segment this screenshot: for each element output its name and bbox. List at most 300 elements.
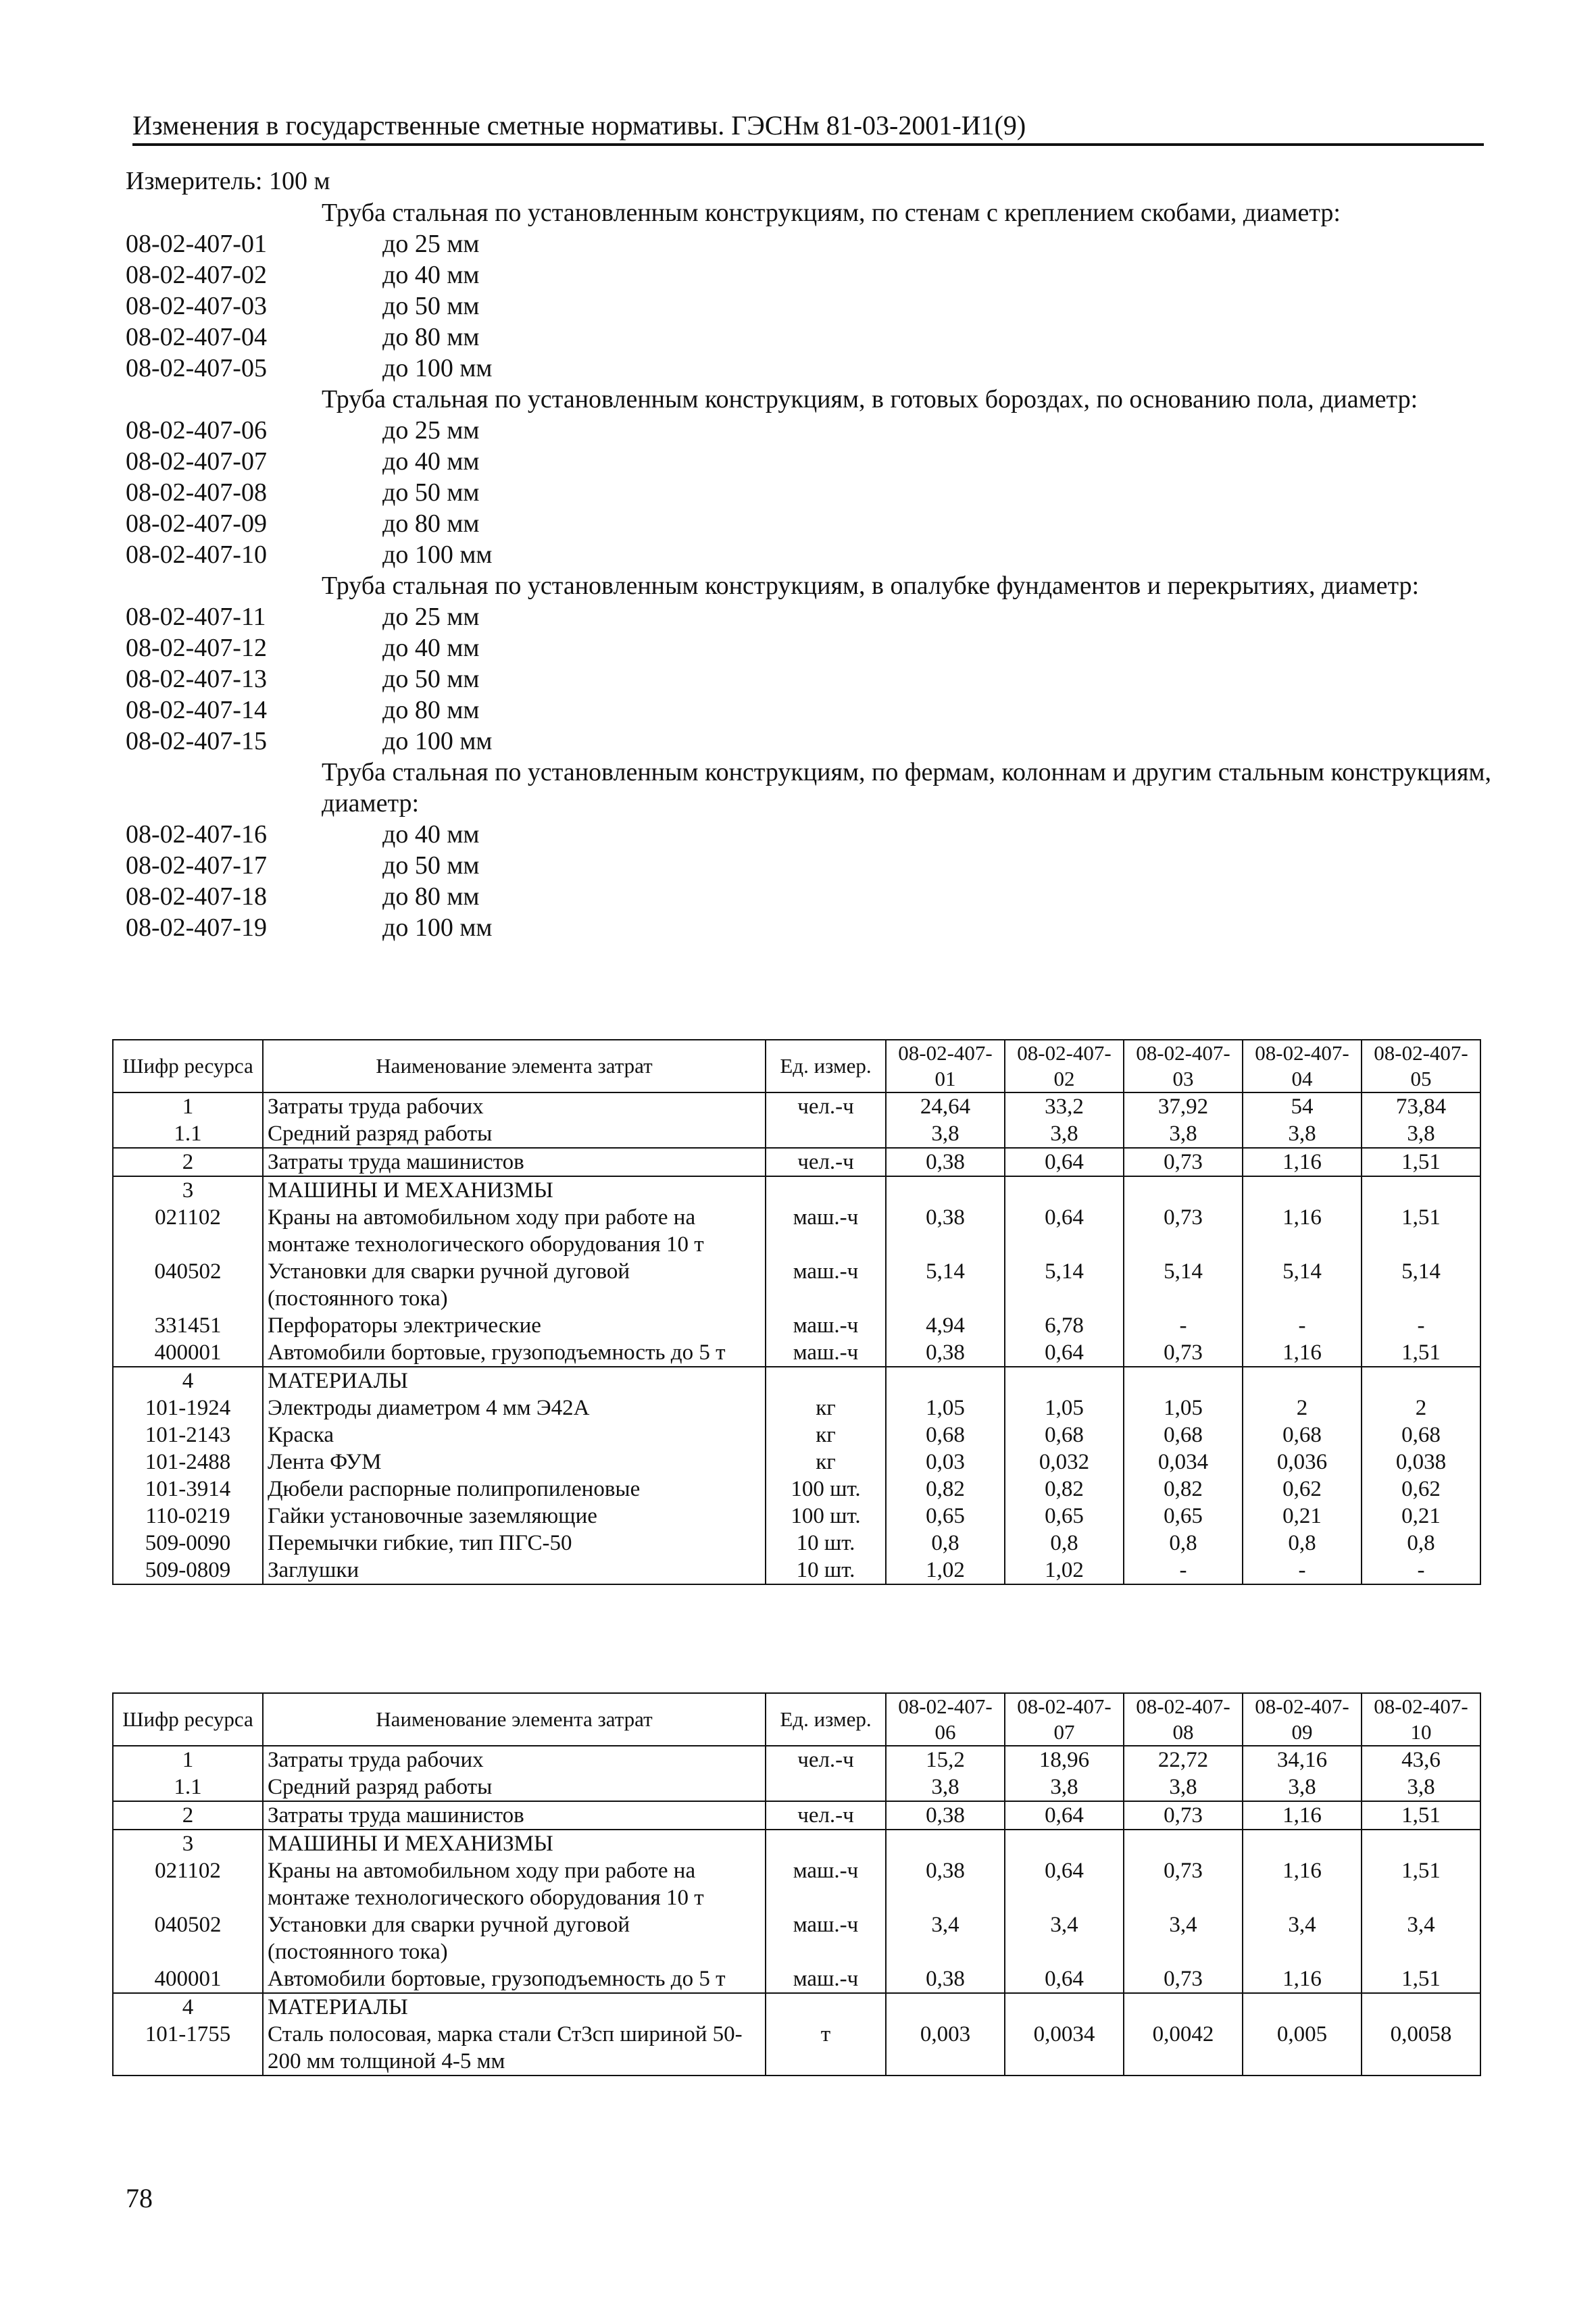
cell-value	[886, 1367, 1005, 1394]
cell-name: Затраты труда рабочих	[263, 1092, 766, 1120]
cell-name: Автомобили бортовые, грузоподъемность до 5 т	[263, 1339, 766, 1367]
table-row	[113, 1092, 1480, 1120]
measure-line	[126, 166, 1477, 196]
cell-code: 040502	[113, 1258, 263, 1312]
cell-unit	[766, 1120, 886, 1148]
cell-code: 040502	[113, 1911, 263, 1965]
norm-code-item	[126, 539, 1477, 570]
cell-value: 22,72	[1124, 1746, 1243, 1774]
cell-value: 1,51	[1362, 1857, 1480, 1911]
page-number: 78	[126, 2183, 153, 2213]
measure-value: 100 м	[269, 167, 330, 195]
table-row	[113, 1120, 1480, 1148]
table-row	[113, 1774, 1480, 1801]
cell-value	[1005, 1176, 1124, 1204]
cell-unit	[766, 1367, 886, 1394]
cell-value: 24,64	[886, 1092, 1005, 1120]
cell-value: 0,38	[886, 1857, 1005, 1911]
cell-unit	[766, 1176, 886, 1204]
cell-value: 0,68	[1243, 1422, 1362, 1449]
norm-code-item	[126, 477, 1477, 508]
cell-value: 0,64	[1005, 1148, 1124, 1176]
cell-value: 1,51	[1362, 1965, 1480, 1993]
cell-code: 110-0219	[113, 1503, 263, 1530]
cell-value: 0,68	[1005, 1422, 1124, 1449]
measure-label: Измеритель:	[126, 167, 263, 195]
cell-value: 33,2	[1005, 1092, 1124, 1120]
document-header: Изменения в государственные сметные нормативы. ГЭСНм 81-03-2001-И1(9)	[132, 109, 1484, 146]
table-row	[113, 1830, 1480, 1857]
cell-code: 3	[113, 1176, 263, 1204]
cell-value: 1,51	[1362, 1801, 1480, 1830]
cell-name: МАТЕРИАЛЫ	[263, 1367, 766, 1394]
cell-value: 3,8	[1124, 1774, 1243, 1801]
norm-diameter: до 100 мм	[382, 727, 493, 755]
cell-name: Перфораторы электрические	[263, 1312, 766, 1339]
cell-value: 0,73	[1124, 1965, 1243, 1993]
cell-value: -	[1362, 1312, 1480, 1339]
cell-code: 021102	[113, 1857, 263, 1911]
norm-diameter: до 40 мм	[382, 820, 480, 849]
cell-code: 4	[113, 1993, 263, 2021]
cell-value: 0,65	[1124, 1503, 1243, 1530]
norm-code: 08-02-407-19	[126, 913, 267, 942]
cell-unit: маш.-ч	[766, 1965, 886, 1993]
cell-value	[1243, 1367, 1362, 1394]
table-row	[113, 1530, 1480, 1557]
cell-name: Средний разряд работы	[263, 1774, 766, 1801]
cell-value: 3,4	[1005, 1911, 1124, 1965]
cell-name: Лента ФУМ	[263, 1449, 766, 1476]
cell-value: 0,036	[1243, 1449, 1362, 1476]
norm-code-item	[126, 446, 1477, 477]
cell-unit: 100 шт.	[766, 1503, 886, 1530]
cell-name: Дюбели распорные полипропиленовые	[263, 1476, 766, 1503]
group-title: Труба стальная по установленным конструкциям, в опалубке фундаментов и перекрытиях, диаметр:	[322, 572, 1420, 600]
cell-value: 1,05	[886, 1394, 1005, 1422]
header-norm-column: 08-02-407-07	[1005, 1693, 1124, 1746]
table-row	[113, 1503, 1480, 1530]
cell-value: -	[1124, 1312, 1243, 1339]
cell-value: 0,0034	[1005, 2021, 1124, 2076]
table-row	[113, 1911, 1480, 1965]
cell-value: 3,4	[1124, 1911, 1243, 1965]
cell-name: Краны на автомобильном ходу при работе на монтаже технологического оборудования 10 т	[263, 1857, 766, 1911]
cell-value	[886, 1830, 1005, 1857]
cell-value: -	[1362, 1557, 1480, 1584]
norm-code: 08-02-407-17	[126, 851, 267, 880]
header-norm-column: 08-02-407-09	[1243, 1693, 1362, 1746]
norm-code: 08-02-407-14	[126, 696, 267, 724]
norm-diameter: до 50 мм	[382, 665, 480, 693]
cell-unit	[766, 1993, 886, 2021]
cell-value: 0,68	[1362, 1422, 1480, 1449]
cell-value	[1005, 1830, 1124, 1857]
cell-value: 2	[1243, 1394, 1362, 1422]
norm-code-item	[126, 415, 1477, 446]
cell-value	[1362, 1367, 1480, 1394]
cell-value: 18,96	[1005, 1746, 1124, 1774]
cell-name: Автомобили бортовые, грузоподъемность до 5 т	[263, 1965, 766, 1993]
header-unit: Ед. измер.	[766, 1693, 886, 1746]
header-norm-column: 08-02-407-08	[1124, 1693, 1243, 1746]
cell-value: 0,8	[1005, 1530, 1124, 1557]
norm-code: 08-02-407-11	[126, 603, 266, 631]
table-row	[113, 1476, 1480, 1503]
norm-code-item	[126, 508, 1477, 539]
header-code: Шифр ресурса	[113, 1693, 263, 1746]
cell-value: 1,51	[1362, 1204, 1480, 1258]
cell-unit: чел.-ч	[766, 1092, 886, 1120]
cell-name: Сталь полосовая, марка стали Ст3сп шириной 50-200 мм толщиной 4-5 мм	[263, 2021, 766, 2076]
cell-name: МАШИНЫ И МЕХАНИЗМЫ	[263, 1176, 766, 1204]
cell-unit: маш.-ч	[766, 1857, 886, 1911]
cell-unit: чел.-ч	[766, 1148, 886, 1176]
cell-name: Затраты труда рабочих	[263, 1746, 766, 1774]
cell-unit: кг	[766, 1422, 886, 1449]
cell-code: 3	[113, 1830, 263, 1857]
cell-unit: маш.-ч	[766, 1339, 886, 1367]
cell-value: 0,8	[886, 1530, 1005, 1557]
cell-value: 73,84	[1362, 1092, 1480, 1120]
norm-code-item	[126, 881, 1477, 912]
cell-name: МАТЕРИАЛЫ	[263, 1993, 766, 2021]
norm-code-item	[126, 228, 1477, 259]
cell-value: 3,8	[1362, 1120, 1480, 1148]
norm-code: 08-02-407-04	[126, 323, 267, 351]
cell-code: 1.1	[113, 1774, 263, 1801]
cell-value: 1,16	[1243, 1148, 1362, 1176]
cell-value: 0,64	[1005, 1801, 1124, 1830]
norm-diameter: до 25 мм	[382, 603, 480, 631]
cell-value: 3,4	[1362, 1911, 1480, 1965]
cell-value: 0,038	[1362, 1449, 1480, 1476]
cell-code: 4	[113, 1367, 263, 1394]
cell-unit: 100 шт.	[766, 1476, 886, 1503]
norm-code-item	[126, 912, 1477, 943]
norm-code-item	[126, 291, 1477, 322]
cell-value: -	[1124, 1557, 1243, 1584]
cell-name: Перемычки гибкие, тип ПГС-50	[263, 1530, 766, 1557]
cell-value: 3,8	[1005, 1774, 1124, 1801]
cell-code: 1.1	[113, 1120, 263, 1148]
header-unit: Ед. измер.	[766, 1040, 886, 1092]
cell-value	[1243, 1176, 1362, 1204]
cell-unit: маш.-ч	[766, 1258, 886, 1312]
cell-unit: 10 шт.	[766, 1557, 886, 1584]
cell-value	[1362, 1993, 1480, 2021]
cell-code: 101-3914	[113, 1476, 263, 1503]
cell-value: 0,38	[886, 1204, 1005, 1258]
cell-unit: чел.-ч	[766, 1746, 886, 1774]
norm-diameter: до 80 мм	[382, 323, 480, 351]
table-row	[113, 1367, 1480, 1394]
cell-value: 0,0058	[1362, 2021, 1480, 2076]
cell-value: 0,38	[886, 1148, 1005, 1176]
norm-code: 08-02-407-18	[126, 882, 267, 911]
cell-unit: маш.-ч	[766, 1911, 886, 1965]
table-row	[113, 1857, 1480, 1911]
cell-unit	[766, 1830, 886, 1857]
table-row	[113, 1746, 1480, 1774]
cell-value: 0,68	[886, 1422, 1005, 1449]
norm-code-item	[126, 819, 1477, 850]
table-row	[113, 1993, 1480, 2021]
cell-value: 0,82	[1124, 1476, 1243, 1503]
cell-value	[886, 1176, 1005, 1204]
norm-diameter: до 50 мм	[382, 292, 480, 320]
cell-value: 0,82	[1005, 1476, 1124, 1503]
norm-diameter: до 40 мм	[382, 447, 480, 476]
cell-value	[1005, 1367, 1124, 1394]
norm-diameter: до 25 мм	[382, 416, 480, 445]
table-row	[113, 1394, 1480, 1422]
cell-value: 0,73	[1124, 1801, 1243, 1830]
cell-value: 3,8	[1243, 1774, 1362, 1801]
cell-name: Краны на автомобильном ходу при работе на монтаже технологического оборудования 10 т	[263, 1204, 766, 1258]
cell-code: 2	[113, 1801, 263, 1830]
cell-value: 15,2	[886, 1746, 1005, 1774]
cell-name: Краска	[263, 1422, 766, 1449]
norm-code: 08-02-407-03	[126, 292, 267, 320]
norm-code-item	[126, 695, 1477, 726]
cell-value: 1,16	[1243, 1801, 1362, 1830]
cell-name: Затраты труда машинистов	[263, 1148, 766, 1176]
cell-code: 2	[113, 1148, 263, 1176]
cell-value: 1,02	[886, 1557, 1005, 1584]
cell-code: 331451	[113, 1312, 263, 1339]
cell-value: 0,03	[886, 1449, 1005, 1476]
cell-unit: кг	[766, 1449, 886, 1476]
cell-name: Заглушки	[263, 1557, 766, 1584]
cell-value	[1243, 1993, 1362, 2021]
cell-value: 0,62	[1243, 1476, 1362, 1503]
norm-diameter: до 40 мм	[382, 634, 480, 662]
cell-value: 0,8	[1243, 1530, 1362, 1557]
cell-value	[1124, 1993, 1243, 2021]
cell-value: 0,38	[886, 1965, 1005, 1993]
cell-value: 3,8	[1124, 1120, 1243, 1148]
header-norm-column: 08-02-407-05	[1362, 1040, 1480, 1092]
cell-value: 0,8	[1362, 1530, 1480, 1557]
cell-value: 1,16	[1243, 1965, 1362, 1993]
table-row	[113, 1148, 1480, 1176]
norm-diameter: до 50 мм	[382, 851, 480, 880]
cell-unit: чел.-ч	[766, 1801, 886, 1830]
header-norm-column: 08-02-407-02	[1005, 1040, 1124, 1092]
norm-code: 08-02-407-15	[126, 727, 267, 755]
cell-value	[1362, 1176, 1480, 1204]
cell-code: 101-2488	[113, 1449, 263, 1476]
norm-code: 08-02-407-08	[126, 478, 267, 507]
header-name: Наименование элемента затрат	[263, 1693, 766, 1746]
cell-value: 3,4	[1243, 1911, 1362, 1965]
cell-code: 400001	[113, 1965, 263, 1993]
cell-value: 5,14	[1243, 1258, 1362, 1312]
cell-value: 1,02	[1005, 1557, 1124, 1584]
norm-code: 08-02-407-02	[126, 261, 267, 289]
norm-code: 08-02-407-01	[126, 230, 267, 258]
cell-value	[1362, 1830, 1480, 1857]
cell-value: 2	[1362, 1394, 1480, 1422]
cell-value: -	[1243, 1557, 1362, 1584]
norm-diameter: до 80 мм	[382, 509, 480, 538]
norm-code: 08-02-407-06	[126, 416, 267, 445]
cell-value: 0,005	[1243, 2021, 1362, 2076]
cell-value	[1005, 1993, 1124, 2021]
table-row	[113, 1965, 1480, 1993]
cell-value: 1,05	[1124, 1394, 1243, 1422]
norm-diameter: до 100 мм	[382, 354, 493, 382]
cell-value: 34,16	[1243, 1746, 1362, 1774]
cell-value: 0,64	[1005, 1204, 1124, 1258]
table-row	[113, 1258, 1480, 1312]
cell-name: МАШИНЫ И МЕХАНИЗМЫ	[263, 1830, 766, 1857]
norm-diameter: до 25 мм	[382, 230, 480, 258]
cell-value: 0,8	[1124, 1530, 1243, 1557]
cell-value	[1124, 1830, 1243, 1857]
cell-value: 43,6	[1362, 1746, 1480, 1774]
cell-value: 0,38	[886, 1339, 1005, 1367]
group-title: Труба стальная по установленным конструкциям, в готовых бороздах, по основанию пола, диаметр:	[322, 385, 1418, 413]
cell-value: 3,8	[1005, 1120, 1124, 1148]
norm-code: 08-02-407-07	[126, 447, 267, 476]
cell-unit: т	[766, 2021, 886, 2076]
norm-code-item	[126, 726, 1477, 757]
norm-code: 08-02-407-09	[126, 509, 267, 538]
cell-value: 0,62	[1362, 1476, 1480, 1503]
cell-name: Гайки установочные заземляющие	[263, 1503, 766, 1530]
table-row	[113, 1557, 1480, 1584]
cell-unit: 10 шт.	[766, 1530, 886, 1557]
cell-value: 0,82	[886, 1476, 1005, 1503]
cell-value: 0,38	[886, 1801, 1005, 1830]
norm-codes-list	[126, 197, 1492, 943]
norm-diameter: до 80 мм	[382, 882, 480, 911]
norm-code-item	[126, 632, 1477, 663]
norm-diameter: до 40 мм	[382, 261, 480, 289]
cell-value: 0,003	[886, 2021, 1005, 2076]
table-row	[113, 1204, 1480, 1258]
cell-value: 0,65	[1005, 1503, 1124, 1530]
cell-name: Установки для сварки ручной дуговой (постоянного тока)	[263, 1258, 766, 1312]
cell-value: 0,73	[1124, 1857, 1243, 1911]
cell-code: 1	[113, 1092, 263, 1120]
cell-code: 1	[113, 1746, 263, 1774]
cell-value: 0,21	[1362, 1503, 1480, 1530]
header-code: Шифр ресурса	[113, 1040, 263, 1092]
resource-table-1	[112, 1039, 1481, 1585]
cell-value: 1,16	[1243, 1339, 1362, 1367]
norm-diameter: до 100 мм	[382, 913, 493, 942]
cell-code: 400001	[113, 1339, 263, 1367]
cell-code: 101-1924	[113, 1394, 263, 1422]
norm-code: 08-02-407-16	[126, 820, 267, 849]
group-title: Труба стальная по установленным конструкциям, по стенам с креплением скобами, диаметр:	[322, 199, 1341, 227]
norm-diameter: до 100 мм	[382, 540, 493, 569]
cell-name: Электроды диаметром 4 мм Э42А	[263, 1394, 766, 1422]
cell-unit	[766, 1774, 886, 1801]
cell-name: Средний разряд работы	[263, 1120, 766, 1148]
cell-value: 0,034	[1124, 1449, 1243, 1476]
cell-value	[1124, 1176, 1243, 1204]
cell-value: 0,21	[1243, 1503, 1362, 1530]
table-row	[113, 2021, 1480, 2076]
cell-code: 509-0090	[113, 1530, 263, 1557]
norm-code-item	[126, 850, 1477, 881]
cell-value: 3,8	[886, 1120, 1005, 1148]
cell-code: 101-1755	[113, 2021, 263, 2076]
norm-code-item	[126, 663, 1477, 695]
cell-value: 3,8	[886, 1774, 1005, 1801]
cell-code: 101-2143	[113, 1422, 263, 1449]
cell-value: 0,65	[886, 1503, 1005, 1530]
cell-value	[1243, 1830, 1362, 1857]
cell-name: Установки для сварки ручной дуговой (постоянного тока)	[263, 1911, 766, 1965]
norm-code: 08-02-407-13	[126, 665, 267, 693]
table-row	[113, 1801, 1480, 1830]
cell-value: 5,14	[1005, 1258, 1124, 1312]
cell-code: 021102	[113, 1204, 263, 1258]
cell-value: 0,73	[1124, 1339, 1243, 1367]
cell-value: 0,64	[1005, 1965, 1124, 1993]
cell-value: 1,05	[1005, 1394, 1124, 1422]
cell-code: 509-0809	[113, 1557, 263, 1584]
cell-value: 0,64	[1005, 1339, 1124, 1367]
header-norm-column: 08-02-407-04	[1243, 1040, 1362, 1092]
header-name: Наименование элемента затрат	[263, 1040, 766, 1092]
norm-code: 08-02-407-12	[126, 634, 267, 662]
table-row	[113, 1176, 1480, 1204]
cell-value: 3,4	[886, 1911, 1005, 1965]
header-norm-column: 08-02-407-03	[1124, 1040, 1243, 1092]
cell-value: 0,0042	[1124, 2021, 1243, 2076]
cell-value	[1124, 1367, 1243, 1394]
cell-value: 6,78	[1005, 1312, 1124, 1339]
norm-code-item	[126, 259, 1477, 291]
resource-table-2	[112, 1692, 1481, 2076]
header-norm-column: 08-02-407-10	[1362, 1693, 1480, 1746]
cell-value: 1,51	[1362, 1148, 1480, 1176]
cell-value: 37,92	[1124, 1092, 1243, 1120]
cell-value	[886, 1993, 1005, 2021]
norm-diameter: до 50 мм	[382, 478, 480, 507]
cell-value: 54	[1243, 1092, 1362, 1120]
cell-unit: маш.-ч	[766, 1312, 886, 1339]
norm-code: 08-02-407-10	[126, 540, 267, 569]
norm-code-item	[126, 353, 1477, 384]
cell-name: Затраты труда машинистов	[263, 1801, 766, 1830]
header-norm-column: 08-02-407-06	[886, 1693, 1005, 1746]
cell-value: 5,14	[886, 1258, 1005, 1312]
norm-diameter: до 80 мм	[382, 696, 480, 724]
cell-value: 1,16	[1243, 1204, 1362, 1258]
norm-code-item	[126, 601, 1477, 632]
cell-value: 5,14	[1124, 1258, 1243, 1312]
norm-code-item	[126, 322, 1477, 353]
cell-value: 0,032	[1005, 1449, 1124, 1476]
cell-value: 5,14	[1362, 1258, 1480, 1312]
cell-value: 1,51	[1362, 1339, 1480, 1367]
table-row	[113, 1339, 1480, 1367]
cell-unit: маш.-ч	[766, 1204, 886, 1258]
cell-unit: кг	[766, 1394, 886, 1422]
cell-value: 3,8	[1362, 1774, 1480, 1801]
cell-value: 1,16	[1243, 1857, 1362, 1911]
cell-value: 3,8	[1243, 1120, 1362, 1148]
group-title: Труба стальная по установленным конструкциям, по фермам, колоннам и другим стальным конструкциям, диаметр:	[322, 758, 1492, 818]
cell-value: 0,68	[1124, 1422, 1243, 1449]
